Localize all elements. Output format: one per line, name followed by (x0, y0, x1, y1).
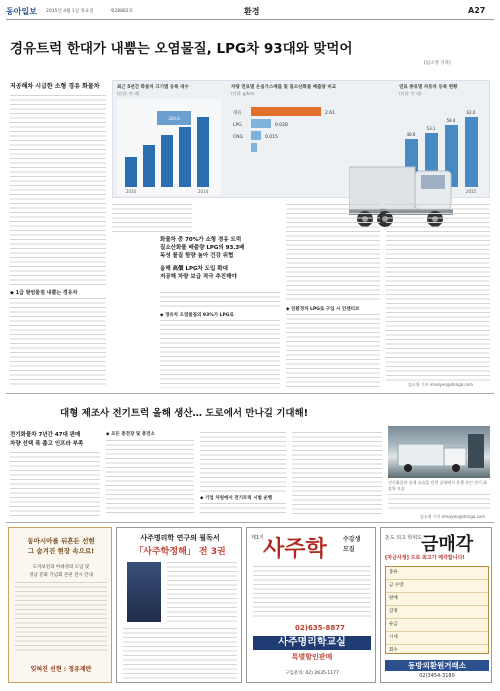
ad-gold-phone: 02)3454-3180 (419, 673, 455, 679)
section-name: 환경 (244, 7, 260, 16)
newspaper-logo: 동아일보 (6, 7, 37, 16)
ad-gold-row: 회수 (389, 648, 398, 653)
ad-saju-school-side-1: 수강생 (343, 536, 361, 543)
chart1 (117, 99, 221, 195)
middle-left-sub: 차량 선택 폭 좁고 인프라 부족 (10, 441, 84, 447)
middle-body-col1 (10, 452, 100, 516)
top-sub-lead: 저공해차 시급한 소형 경유 화물차 (10, 83, 100, 90)
ad-gold-row: 감정 (386, 606, 488, 619)
ad-gold-row: 판매 (386, 593, 488, 606)
top-byline: [임소영 기자] (424, 61, 451, 66)
pull-quote (160, 236, 280, 281)
chart1-bar (125, 157, 137, 187)
ad-notice[interactable] (8, 527, 112, 683)
chart1-bar (161, 135, 173, 187)
ad-notice-title: 도자보전과 아대성의 도입 및 (32, 565, 90, 570)
ad-gold-row: 순금 (386, 619, 488, 632)
ad-divider (6, 522, 494, 523)
masthead-date: 2015년 4월 1일 목요일 (46, 9, 94, 14)
book-covers (127, 562, 161, 622)
top-body-col4 (386, 204, 490, 382)
chart2-bars (251, 107, 321, 152)
ad-saju-school-body (253, 566, 371, 620)
chart3-value-label: 58.4 (446, 118, 456, 123)
ad-saju-school-contact: 02)635-8877 (295, 624, 345, 632)
chart2-group-label: LPG (233, 123, 242, 128)
chart2-bar (251, 119, 271, 128)
ad-saju-school-footer: 구입문의: 02) 2635-1177 (285, 671, 339, 676)
chart3-value-label: 48.6 (406, 132, 416, 137)
middle-body-col2 (106, 440, 194, 516)
top-sub-head-3: ◆ 친환경차 LPG로 구입 시 인센티브 (286, 307, 360, 312)
middle-body-col3 (200, 432, 286, 492)
top-sub-head-2: ◆ 경유차 오염물질의 93%가 LPG로 (160, 313, 234, 318)
middle-signature: 임소영 기자 imsoyeo@donga.com (420, 514, 486, 519)
middle-sub-head-2: ◆ 기업 차원에서 전기트럭 시범 운행 (200, 496, 273, 501)
top-signature: 임소영 기자 imsoyeo@donga.com (408, 382, 474, 387)
ad-saju-school-bottom: 사주명리학교실 (253, 636, 371, 650)
chart1-year: 2010 (125, 189, 137, 194)
chart2-value-label: 0.028 (275, 123, 288, 128)
pull-quote-line: 독성 물질 함량 높아 건강 위협 (160, 253, 234, 259)
top-body-col2b (160, 292, 280, 308)
chart3-value-label: 53.1 (426, 126, 436, 131)
chart2-group-label: 경유 (233, 111, 242, 116)
chart1-bar (143, 145, 155, 187)
chart2-title: 차량 연료별 온실가스배출 및 질소산화물 배출량 비교 (231, 85, 337, 90)
chart2 (231, 99, 351, 159)
ad-notice-body (15, 582, 107, 652)
chart1-title: 최근 5년간 화물차 크기별 등록 대수 (117, 85, 189, 90)
ad-saju-school-band: 특별할인판매 (291, 653, 333, 661)
chart1-value-label: 300.0 (168, 116, 180, 121)
top-body-col3b (286, 314, 380, 388)
ad-notice-footer: 잊혀진 선현 : 정유재란 (30, 666, 92, 673)
chart2-bar (251, 143, 257, 152)
pull-quote-line: 올해 高價 LPG차 도입 확대 (160, 266, 228, 272)
top-sub-head: ◆ 1급 발암물질 내뿜는 경유차 (10, 289, 106, 296)
top-body-col1 (10, 95, 106, 285)
chart1-bar (197, 117, 209, 187)
ad-saju-book-top: 사주명리학 연구의 필독서 (140, 534, 220, 542)
middle-body-col5 (388, 494, 490, 512)
chart3-value-label: 62.0 (466, 110, 476, 115)
masthead (6, 4, 494, 20)
pull-quote-line: 저공해 차량 보급 적극 추진해야 (160, 274, 237, 280)
ad-gold-table (385, 566, 489, 654)
ad-saju-school[interactable] (246, 527, 376, 683)
chart2-value-label: 2.61 (325, 111, 336, 116)
truck-photo-image (388, 426, 490, 478)
ad-gold-row: 금 수량 (386, 580, 488, 593)
middle-left-head: 전기화물차 7년간 47대 판매 (10, 432, 81, 438)
middle-sub-head: ◆ 모든 충전장 및 충전소 (106, 432, 155, 437)
infographic (112, 80, 490, 198)
masthead-issue: 제28882호 (110, 9, 134, 14)
ad-gold-main: 금매각 (421, 534, 474, 555)
ad-saju-book-body (167, 562, 237, 622)
chart3-unit: (단위: 만 대) (399, 91, 422, 96)
ad-gold-row: 시세 (386, 632, 488, 645)
chart2-unit: (단위: g/km) (231, 91, 255, 96)
section-divider (6, 393, 494, 394)
ad-notice-line-2: 그 숨겨진 현장 속으로! (27, 547, 95, 555)
page-number: A27 (468, 6, 486, 15)
chart1-year: 2014 (197, 189, 209, 194)
ad-gold-sub: [자금사정] 으로 최고가 매각합니다! (385, 555, 465, 561)
chart3-title: 연료 종류별 자동차 등록 현황 (399, 85, 458, 90)
chart2-bar (251, 107, 321, 116)
top-headline: 경유트럭 한대가 내뿜는 오염물질, LPG차 93대와 맞먹어 (10, 41, 353, 57)
ad-saju-school-main: 사주학 (263, 537, 327, 562)
chart2-group-label: CNG (233, 135, 243, 140)
chart3-year: 2015 (465, 189, 477, 194)
chart2-value-label: 0.015 (265, 135, 278, 140)
chart1-bar (179, 127, 191, 187)
ad-notice-sub: 경남 문화 기념회 본관 전시 안내 (29, 573, 93, 578)
ad-saju-book-title: 「사주학정해」 전 3권 (134, 547, 226, 557)
chart3-bar (465, 117, 478, 187)
ad-gold[interactable] (380, 527, 492, 683)
chart2-bar (251, 131, 261, 140)
photo-caption: 전기화물차 실제 모습을 인천 공항에서 운행 중인 전기 화물차 모습 (388, 480, 488, 491)
chart1-unit: (단위: 만 대) (117, 91, 140, 96)
truck-photo (388, 426, 490, 478)
ad-saju-book[interactable] (116, 527, 242, 683)
pull-quote-line: 질소산화물 배출량 LPG의 93.3배 (160, 245, 245, 251)
middle-headline: 대형 제조사 전기트럭 올해 생산… 도로에서 만나길 기대해! (60, 408, 309, 419)
ad-saju-book-body-2 (123, 628, 237, 680)
ad-gold-small: 돈도 되고 학위도 (385, 535, 422, 541)
middle-body-col4 (292, 432, 382, 516)
top-body-col1b (10, 298, 106, 388)
pull-quote-line: 화물차 중 70%가 소형 경유 트럭 (160, 237, 242, 243)
top-body-col2 (112, 204, 192, 232)
top-body-col2c (160, 320, 280, 388)
ad-gold-footer: 동방외환원거래소 (385, 660, 489, 671)
ad-notice-line-1: 동아시아를 뒤흔든 선현 (27, 537, 95, 545)
ad-saju-school-side-2: 모집 (343, 546, 355, 553)
ad-gold-row: 종류 (386, 567, 488, 580)
middle-body-col3b (200, 503, 286, 516)
ad-saju-school-top: 제1기 (251, 535, 264, 541)
top-body-col3 (286, 204, 380, 302)
